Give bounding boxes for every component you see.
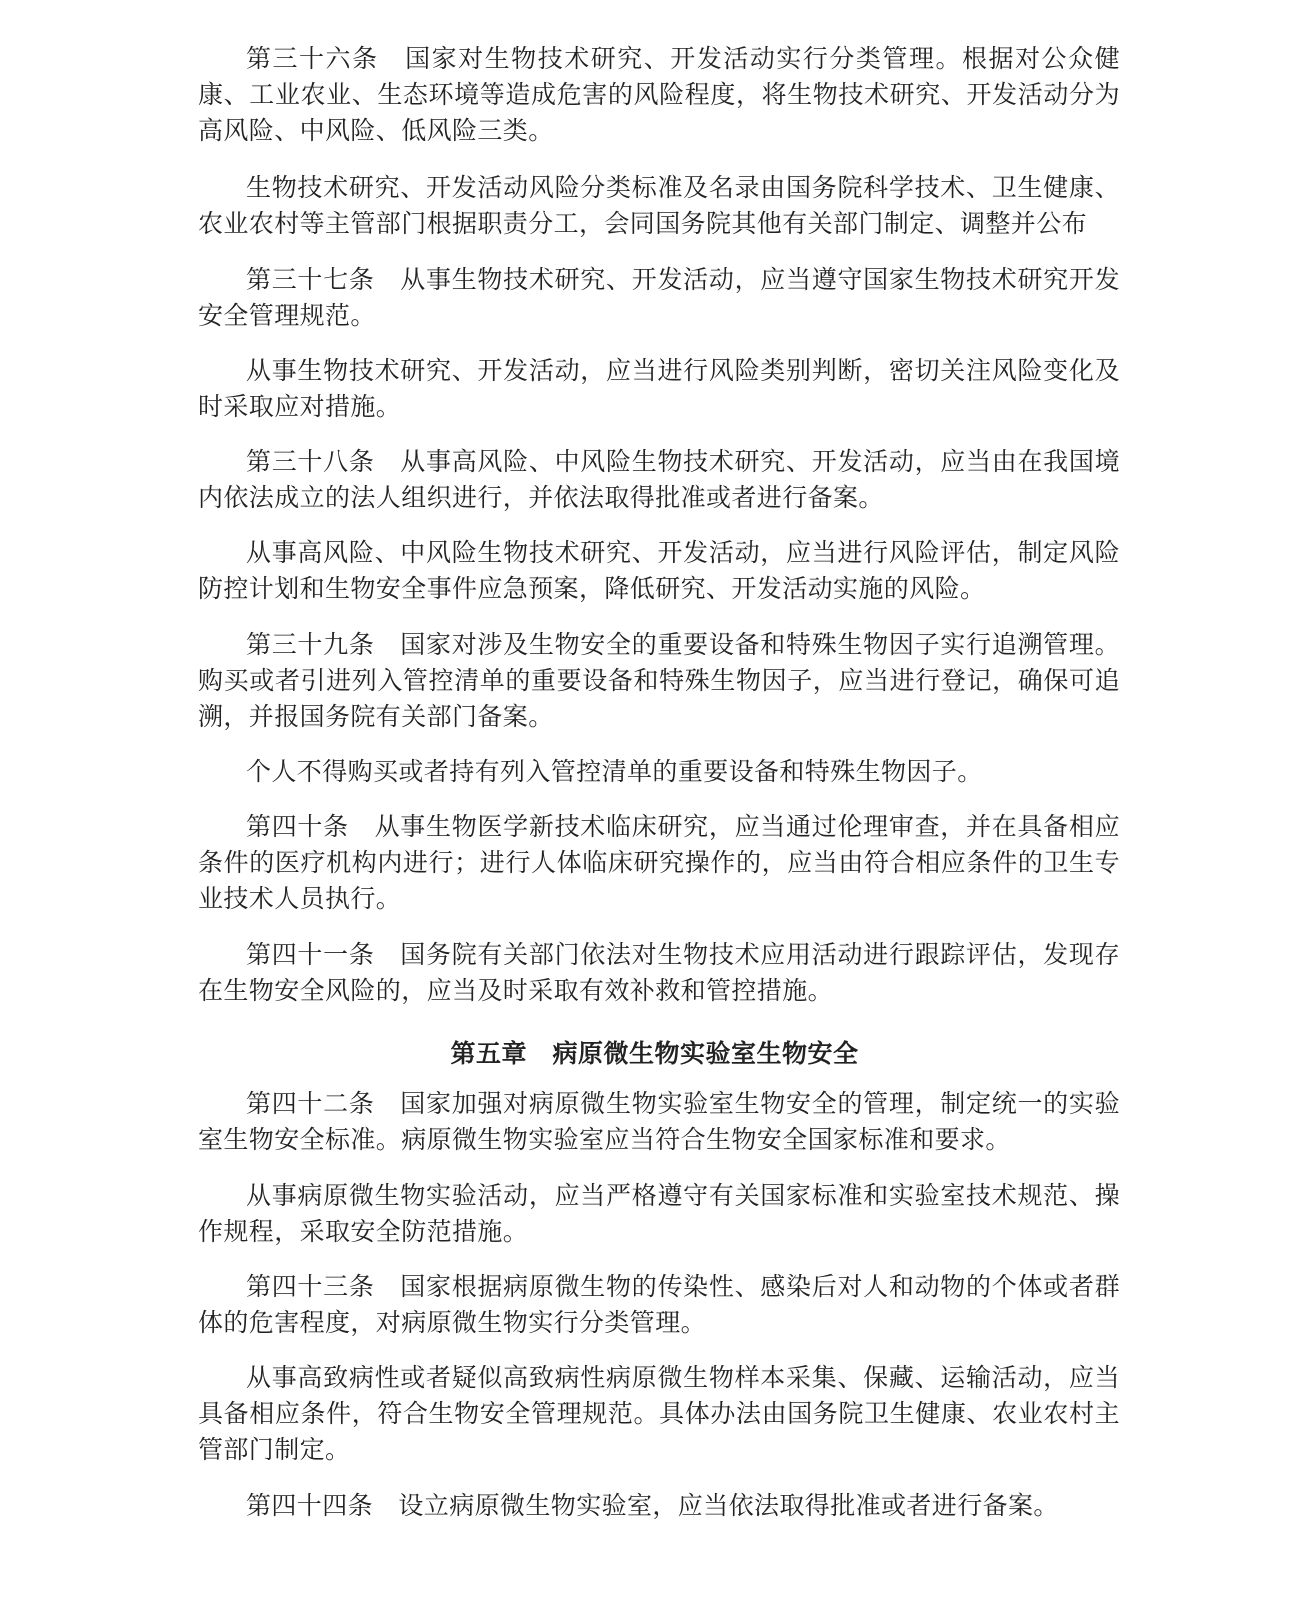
article-42-paragraph-2: 从事病原微生物实验活动，应当严格遵守有关国家标准和实验室技术规范、操作规程，采取安全防范措施。 [198, 1181, 1120, 1247]
article-44: 第四十四条 设立病原微生物实验室，应当依法取得批准或者进行备案。 [246, 1491, 1059, 1520]
chapter-heading: 第五章 病原微生物实验室生物安全 [450, 1039, 859, 1068]
article-40: 第四十条 从事生物医学新技术临床研究，应当通过伦理审查，并在具备相应条件的医疗机构内进行；进行人体临床研究操作的，应当由符合相应条件的卫生专业技术人员执行。 [198, 812, 1120, 914]
article-37-paragraph-2: 从事生物技术研究、开发活动，应当进行风险类别判断，密切关注风险变化及时采取应对措施。 [198, 356, 1120, 422]
article-36-paragraph-2: 生物技术研究、开发活动风险分类标准及名录由国务院科学技术、卫生健康、农业农村等主管部门根据职责分工，会同国务院其他有关部门制定、调整并公布 [198, 173, 1120, 239]
article-36: 第三十六条 国家对生物技术研究、开发活动实行分类管理。根据对公众健康、工业农业、生态环境等造成危害的风险程度，将生物技术研究、开发活动分为高风险、中风险、低风险三类。 [198, 44, 1120, 146]
article-37: 第三十七条 从事生物技术研究、开发活动，应当遵守国家生物技术研究开发安全管理规范。 [198, 265, 1120, 331]
article-43-paragraph-2: 从事高致病性或者疑似高致病性病原微生物样本采集、保藏、运输活动，应当具备相应条件，符合生物安全管理规范。具体办法由国务院卫生健康、农业农村主管部门制定。 [198, 1363, 1120, 1465]
article-38-paragraph-2: 从事高风险、中风险生物技术研究、开发活动，应当进行风险评估，制定风险防控计划和生物安全事件应急预案，降低研究、开发活动实施的风险。 [198, 538, 1120, 604]
article-43: 第四十三条 国家根据病原微生物的传染性、感染后对人和动物的个体或者群体的危害程度，对病原微生物实行分类管理。 [198, 1272, 1120, 1338]
article-38: 第三十八条 从事高风险、中风险生物技术研究、开发活动，应当由在我国境内依法成立的法人组织进行，并依法取得批准或者进行备案。 [198, 447, 1120, 513]
article-39-paragraph-2: 个人不得购买或者持有列入管控清单的重要设备和特殊生物因子。 [246, 757, 983, 786]
article-41: 第四十一条 国务院有关部门依法对生物技术应用活动进行跟踪评估，发现存在生物安全风险的，应当及时采取有效补救和管控措施。 [198, 940, 1120, 1006]
article-42: 第四十二条 国家加强对病原微生物实验室生物安全的管理，制定统一的实验室生物安全标准。病原微生物实验室应当符合生物安全国家标准和要求。 [198, 1089, 1120, 1155]
article-39: 第三十九条 国家对涉及生物安全的重要设备和特殊生物因子实行追溯管理。购买或者引进列入管控清单的重要设备和特殊生物因子，应当进行登记，确保可追溯，并报国务院有关部门备案。 [198, 630, 1120, 732]
